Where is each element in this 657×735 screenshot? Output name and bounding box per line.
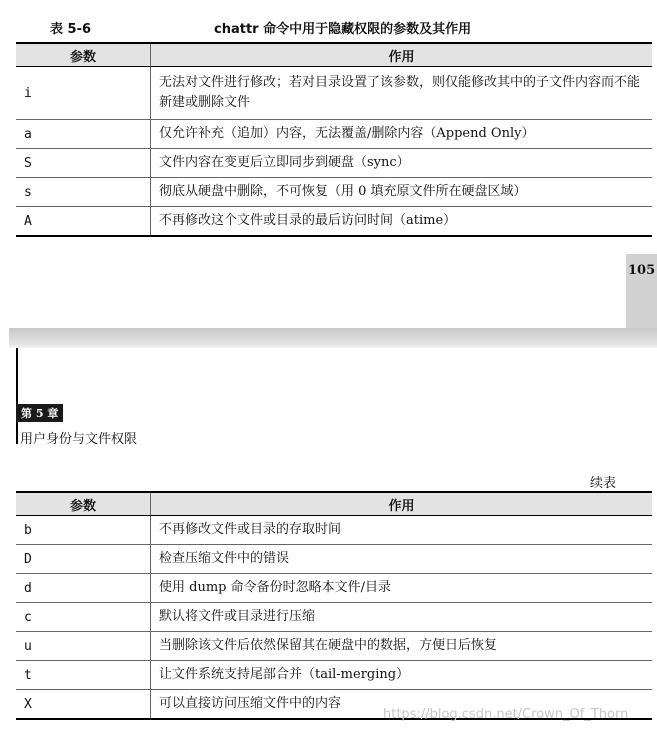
table-number: 表 5-6 <box>50 22 92 37</box>
chapter-label: 第 5 章 <box>16 404 63 422</box>
param-cell: D <box>16 545 151 574</box>
param-cell: c <box>16 603 151 632</box>
params-table-top <box>16 42 652 237</box>
table-row <box>16 603 652 632</box>
header-param: 参数 <box>16 492 151 516</box>
param-cell: t <box>16 661 151 690</box>
effect-cell: 当删除该文件后依然保留其在硬盘中的数据，方便日后恢复 <box>151 632 653 661</box>
effect-cell: 无法对文件进行修改；若对目录设置了该参数，则仅能修改其中的子文件内容而不能新建或删除文件 <box>151 67 653 120</box>
table-row <box>16 661 652 690</box>
header-param: 参数 <box>16 43 151 67</box>
header-effect: 作用 <box>151 492 653 516</box>
effect-cell: 让文件系统支持尾部合并（tail-merging） <box>151 661 653 690</box>
effect-cell: 文件内容在变更后立即同步到硬盘（sync） <box>151 149 653 178</box>
param-cell: a <box>16 120 151 149</box>
param-cell: X <box>16 690 151 720</box>
table-row <box>16 574 652 603</box>
effect-cell: 仅允许补充（追加）内容，无法覆盖/删除内容（Append Only） <box>151 120 653 149</box>
page-number: 105 <box>628 263 656 278</box>
effect-cell: 不再修改文件或目录的存取时间 <box>151 516 653 545</box>
effect-cell: 默认将文件或目录进行压缩 <box>151 603 653 632</box>
table-row <box>16 207 652 237</box>
table-caption <box>0 16 657 38</box>
table-row <box>16 120 652 149</box>
table-row <box>16 632 652 661</box>
param-cell: s <box>16 178 151 207</box>
param-cell: b <box>16 516 151 545</box>
effect-cell: 可以直接访问压缩文件中的内容 <box>151 690 653 720</box>
page-number-tab <box>626 254 657 328</box>
param-cell: d <box>16 574 151 603</box>
effect-cell: 使用 dump 命令备份时忽略本文件/目录 <box>151 574 653 603</box>
header-effect: 作用 <box>151 43 653 67</box>
table-title: chattr 命令中用于隐藏权限的参数及其作用 <box>214 22 472 37</box>
page-separator <box>9 328 657 348</box>
watermark: https://blog.csdn.net/Crown_Of_Thorn <box>383 707 629 722</box>
param-cell: i <box>16 67 151 120</box>
effect-cell: 彻底从硬盘中删除，不可恢复（用 0 填充原文件所在硬盘区域） <box>151 178 653 207</box>
continued-label: 续表 <box>590 476 617 491</box>
table-row <box>16 516 652 545</box>
param-cell: u <box>16 632 151 661</box>
params-table-bottom <box>16 491 652 720</box>
param-cell: A <box>16 207 151 237</box>
table-row <box>16 545 652 574</box>
table-header-row <box>16 492 652 516</box>
chapter-rule <box>16 348 18 444</box>
effect-cell: 不再修改这个文件或目录的最后访问时间（atime） <box>151 207 653 237</box>
param-cell: S <box>16 149 151 178</box>
table-header-row <box>16 43 652 67</box>
table-row <box>16 67 652 120</box>
effect-cell: 检查压缩文件中的错误 <box>151 545 653 574</box>
table-row <box>16 149 652 178</box>
chapter-name: 用户身份与文件权限 <box>20 432 138 447</box>
table-row <box>16 178 652 207</box>
